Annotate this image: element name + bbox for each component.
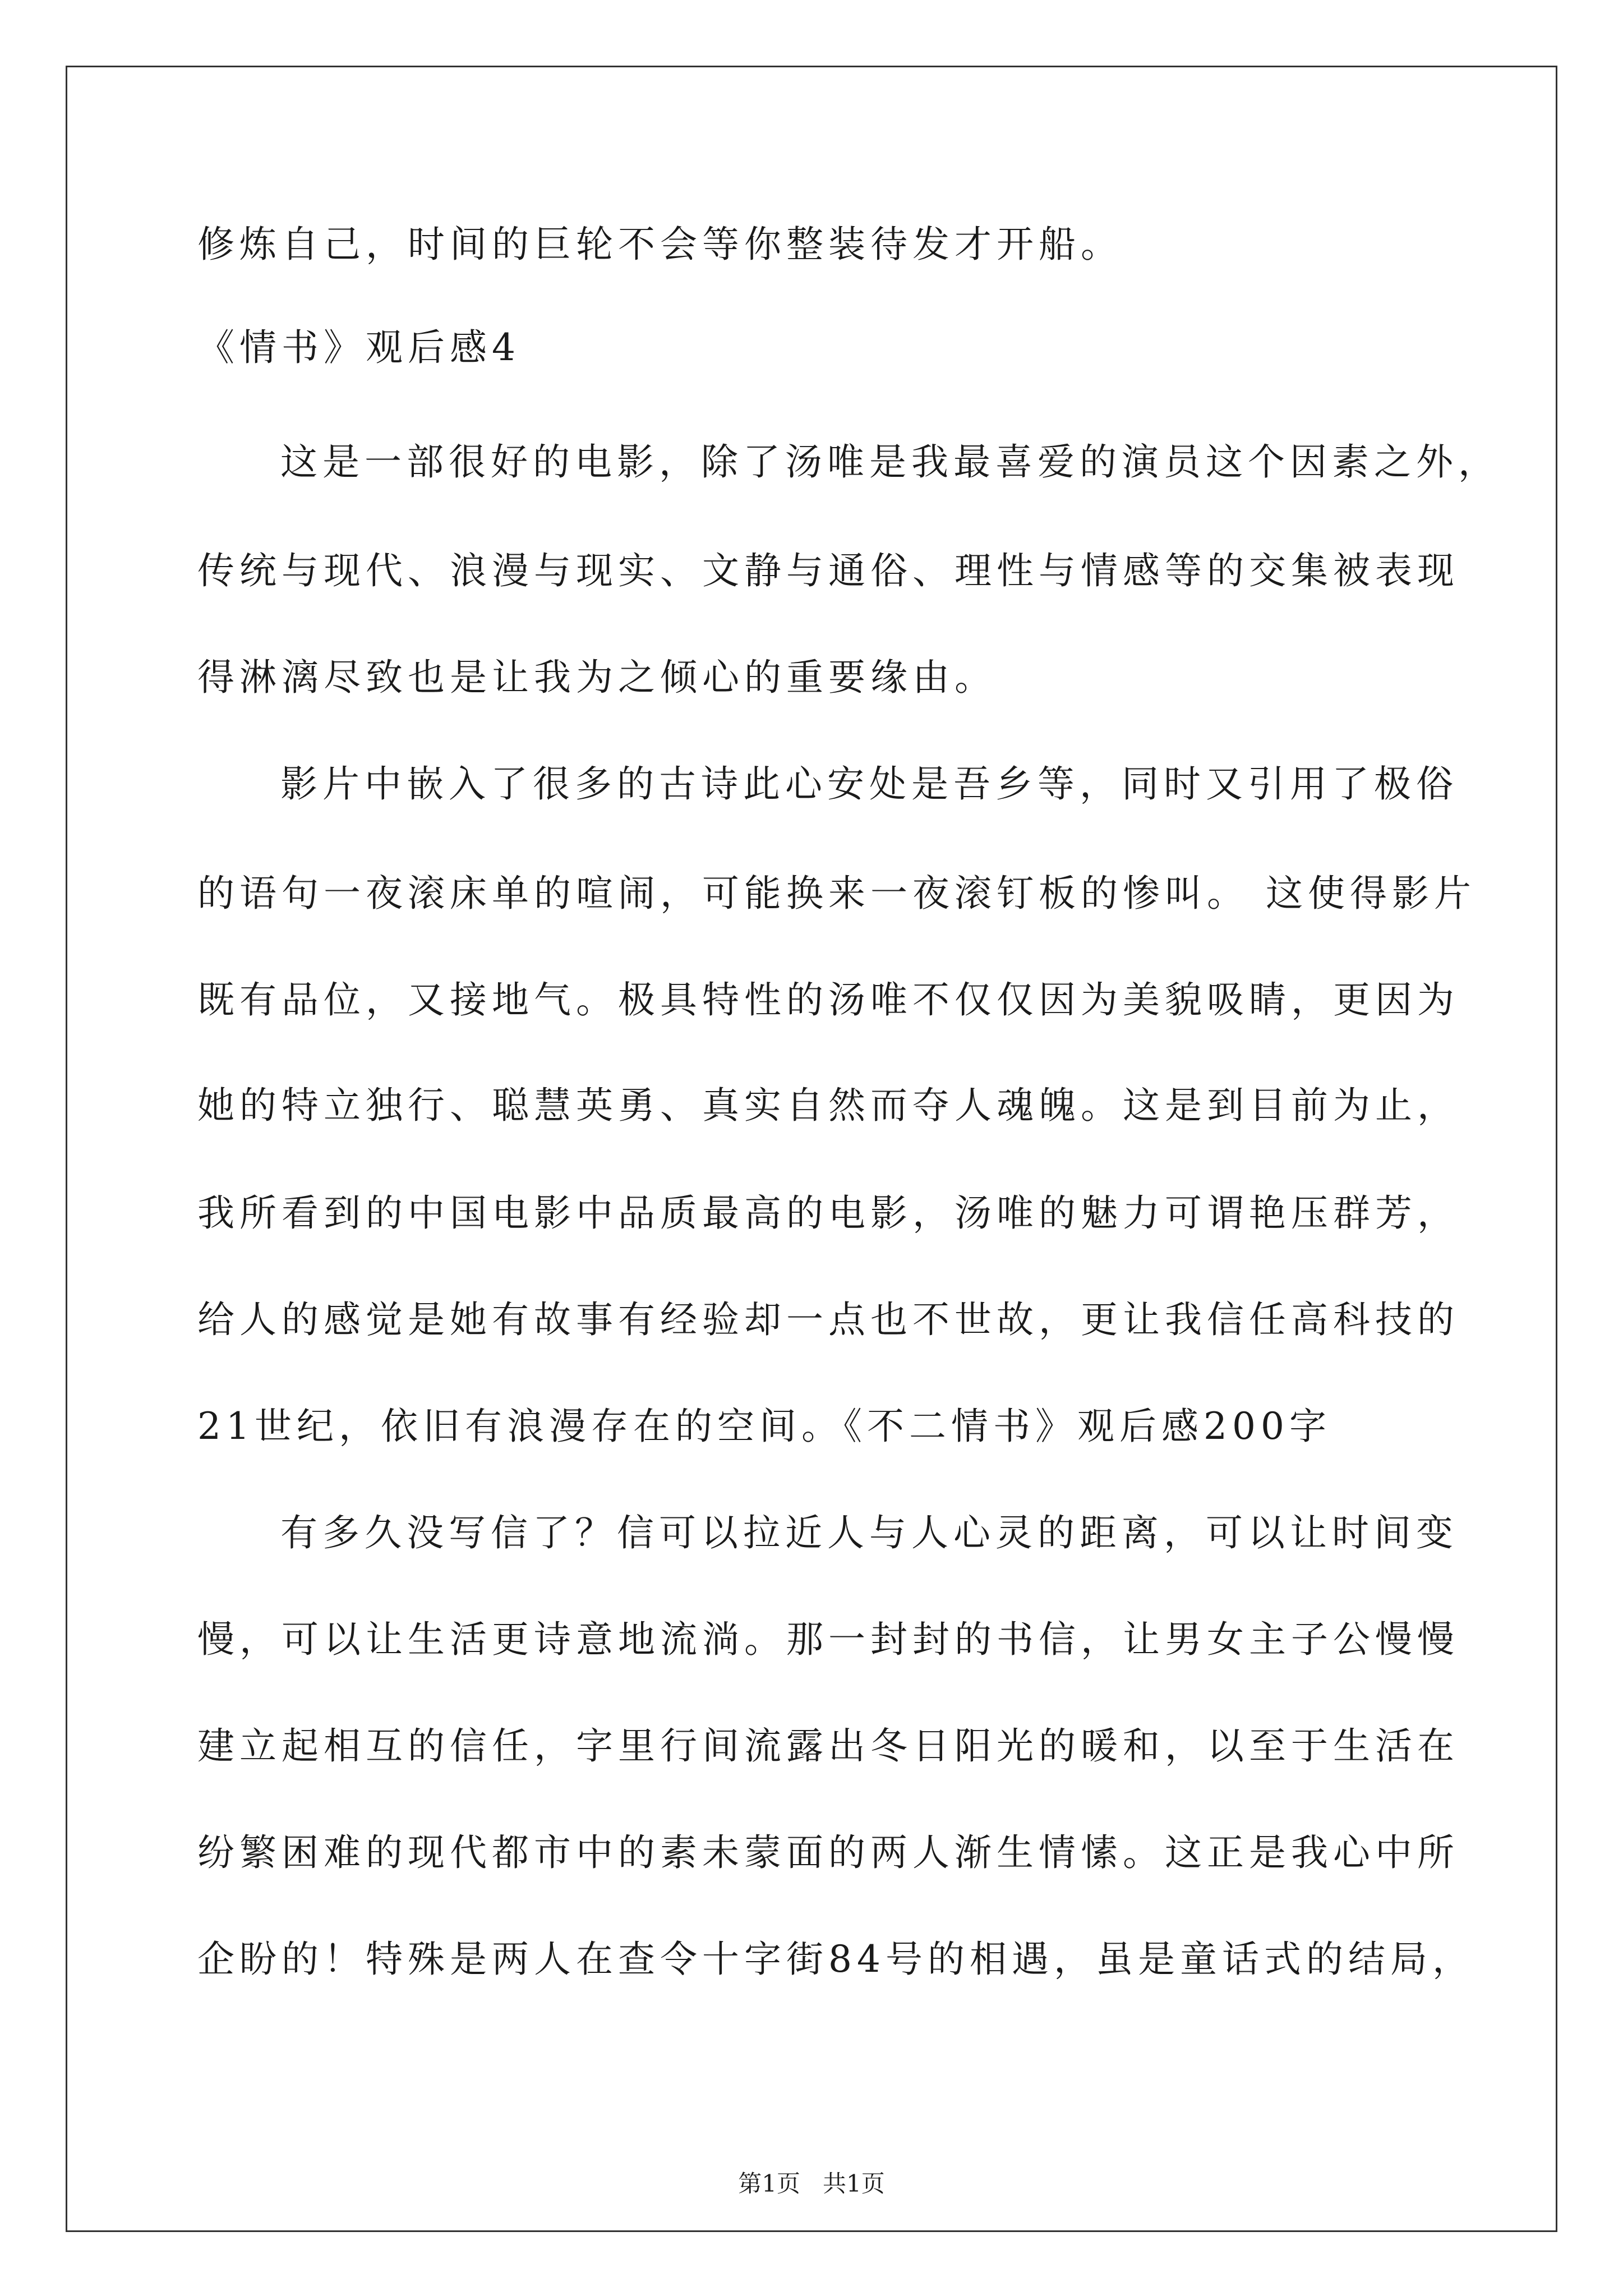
text-line: 得淋漓尽致也是让我为之倾心的重要缘由。 (197, 656, 997, 699)
text-line: 修炼自己，时间的巨轮不会等你整装待发才开船。 (197, 223, 1123, 266)
text-line: 影片中嵌入了很多的古诗此心安处是吾乡等，同时又引用了极俗 (280, 762, 1458, 806)
section-heading: 《情书》观后感4 (197, 326, 520, 369)
text-line: 21世纪，依旧有浪漫存在的空间。《不二情书》观后感200字 (197, 1405, 1331, 1448)
text-line: 慢，可以让生活更诗意地流淌。那一封封的书信，让男女主子公慢慢 (197, 1618, 1459, 1661)
text-line: 建立起相互的信任，字里行间流露出冬日阳光的暖和，以至于生活在 (197, 1724, 1459, 1768)
text-line: 传统与现代、浪漫与现实、文静与通俗、理性与情感等的交集被表现 (197, 549, 1459, 592)
text-line: 我所看到的中国电影中品质最高的电影，汤唯的魅力可谓艳压群芳， (197, 1191, 1459, 1235)
text-line: 既有品位，又接地气。极具特性的汤唯不仅仅因为美貌吸睛，更因为 (197, 978, 1459, 1022)
text-line: 纷繁困难的现代都市中的素未蒙面的两人渐生情愫。这正是我心中所 (197, 1831, 1459, 1874)
text-line: 的语句一夜滚床单的喧闹，可能换来一夜滚钉板的惨叫。 这使得影片 (197, 872, 1476, 915)
text-line: 有多久没写信了？信可以拉近人与人心灵的距离，可以让时间变 (280, 1511, 1458, 1554)
text-line: 企盼的！特殊是两人在查令十字街84号的相遇，虽是童话式的结局， (197, 1938, 1474, 1981)
page-number-footer: 第1页 共1页 (738, 2170, 885, 2197)
text-line: 这是一部很好的电影，除了汤唯是我最喜爱的演员这个因素之外， (280, 440, 1500, 484)
page-border (66, 66, 1557, 2232)
text-line: 她的特立独行、聪慧英勇、真实自然而夺人魂魄。这是到目前为止， (197, 1084, 1459, 1127)
text-line: 给人的感觉是她有故事有经验却一点也不世故，更让我信任高科技的 (197, 1298, 1459, 1341)
